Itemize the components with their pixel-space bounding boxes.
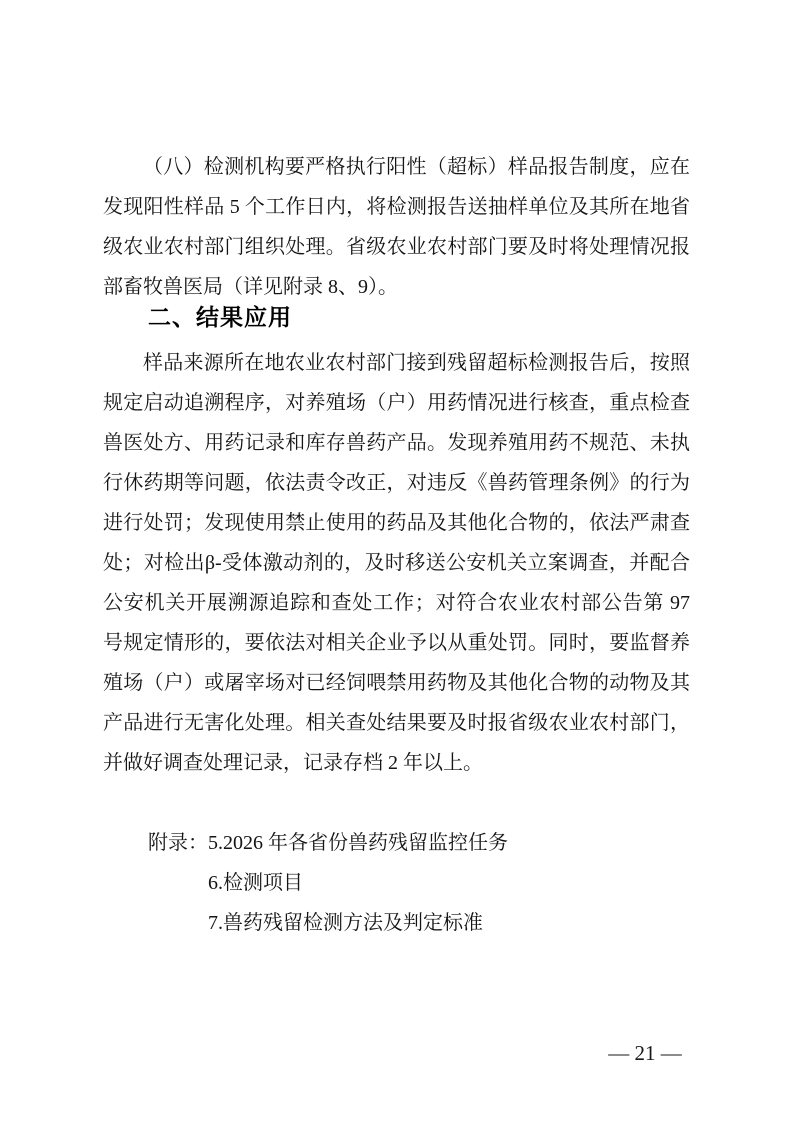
appendix-indent (148, 863, 208, 903)
paragraph-2-line: 并做好调查处理记录，记录存档 2 年以上。 (103, 752, 483, 774)
paragraph-1-line: 部畜牧兽医局（详见附录 8、9）。 (103, 276, 398, 298)
paragraph-1-line: （八）检测机构要严格执行阳性（超标）样品报告制度，应在 (143, 156, 690, 178)
appendix-line-1 (148, 823, 508, 863)
appendix-indent (148, 903, 208, 943)
section-heading: 二、结果应用 (148, 304, 292, 330)
page-number: — 21 — (608, 1041, 682, 1065)
paragraph-2-line: 规定启动追溯程序，对养殖场（户）用药情况进行核查，重点检查 (103, 392, 690, 414)
appendix-label: 附录： (148, 832, 208, 854)
paragraph-2-line: 号规定情形的，要依法对相关企业予以从重处罚。同时，要监督养 (103, 632, 690, 654)
appendix-line-2 (148, 863, 508, 903)
paragraph-2-line: 样品来源所在地农业农村部门接到残留超标检测报告后，按照 (143, 352, 690, 374)
paragraph-1-line: 发现阳性样品 5 个工作日内，将检测报告送抽样单位及其所在地省 (103, 196, 690, 218)
paragraph-2 (103, 343, 690, 783)
appendix-item: 6.检测项目 (208, 872, 303, 894)
appendix-item: 5.2026 年各省份兽药残留监控任务 (208, 832, 508, 854)
paragraph-2-line: 殖场（户）或屠宰场对已经饲喂禁用药物及其他化合物的动物及其 (103, 672, 690, 694)
appendix-item: 7.兽药残留检测方法及判定标准 (208, 912, 483, 934)
paragraph-1-line: 级农业农村部门组织处理。省级农业农村部门要及时将处理情况报 (103, 236, 690, 258)
paragraph-2-line: 进行处罚；发现使用禁止使用的药品及其他化合物的，依法严肃查 (103, 512, 690, 534)
paragraph-2-line: 处；对检出β-受体激动剂的，及时移送公安机关立案调查，并配合 (103, 552, 690, 574)
paragraph-2-line: 公安机关开展溯源追踪和查处工作；对符合农业农村部公告第 97 (103, 592, 690, 614)
paragraph-2-line: 兽医处方、用药记录和库存兽药产品。发现养殖用药不规范、未执 (103, 432, 690, 454)
paragraph-1 (103, 147, 690, 307)
appendix-line-3 (148, 903, 508, 943)
appendix-list (148, 823, 508, 943)
paragraph-2-line: 产品进行无害化处理。相关查处结果要及时报省级农业农村部门， (103, 712, 690, 734)
paragraph-2-line: 行休药期等问题，依法责令改正，对违反《兽药管理条例》的行为 (103, 472, 690, 494)
